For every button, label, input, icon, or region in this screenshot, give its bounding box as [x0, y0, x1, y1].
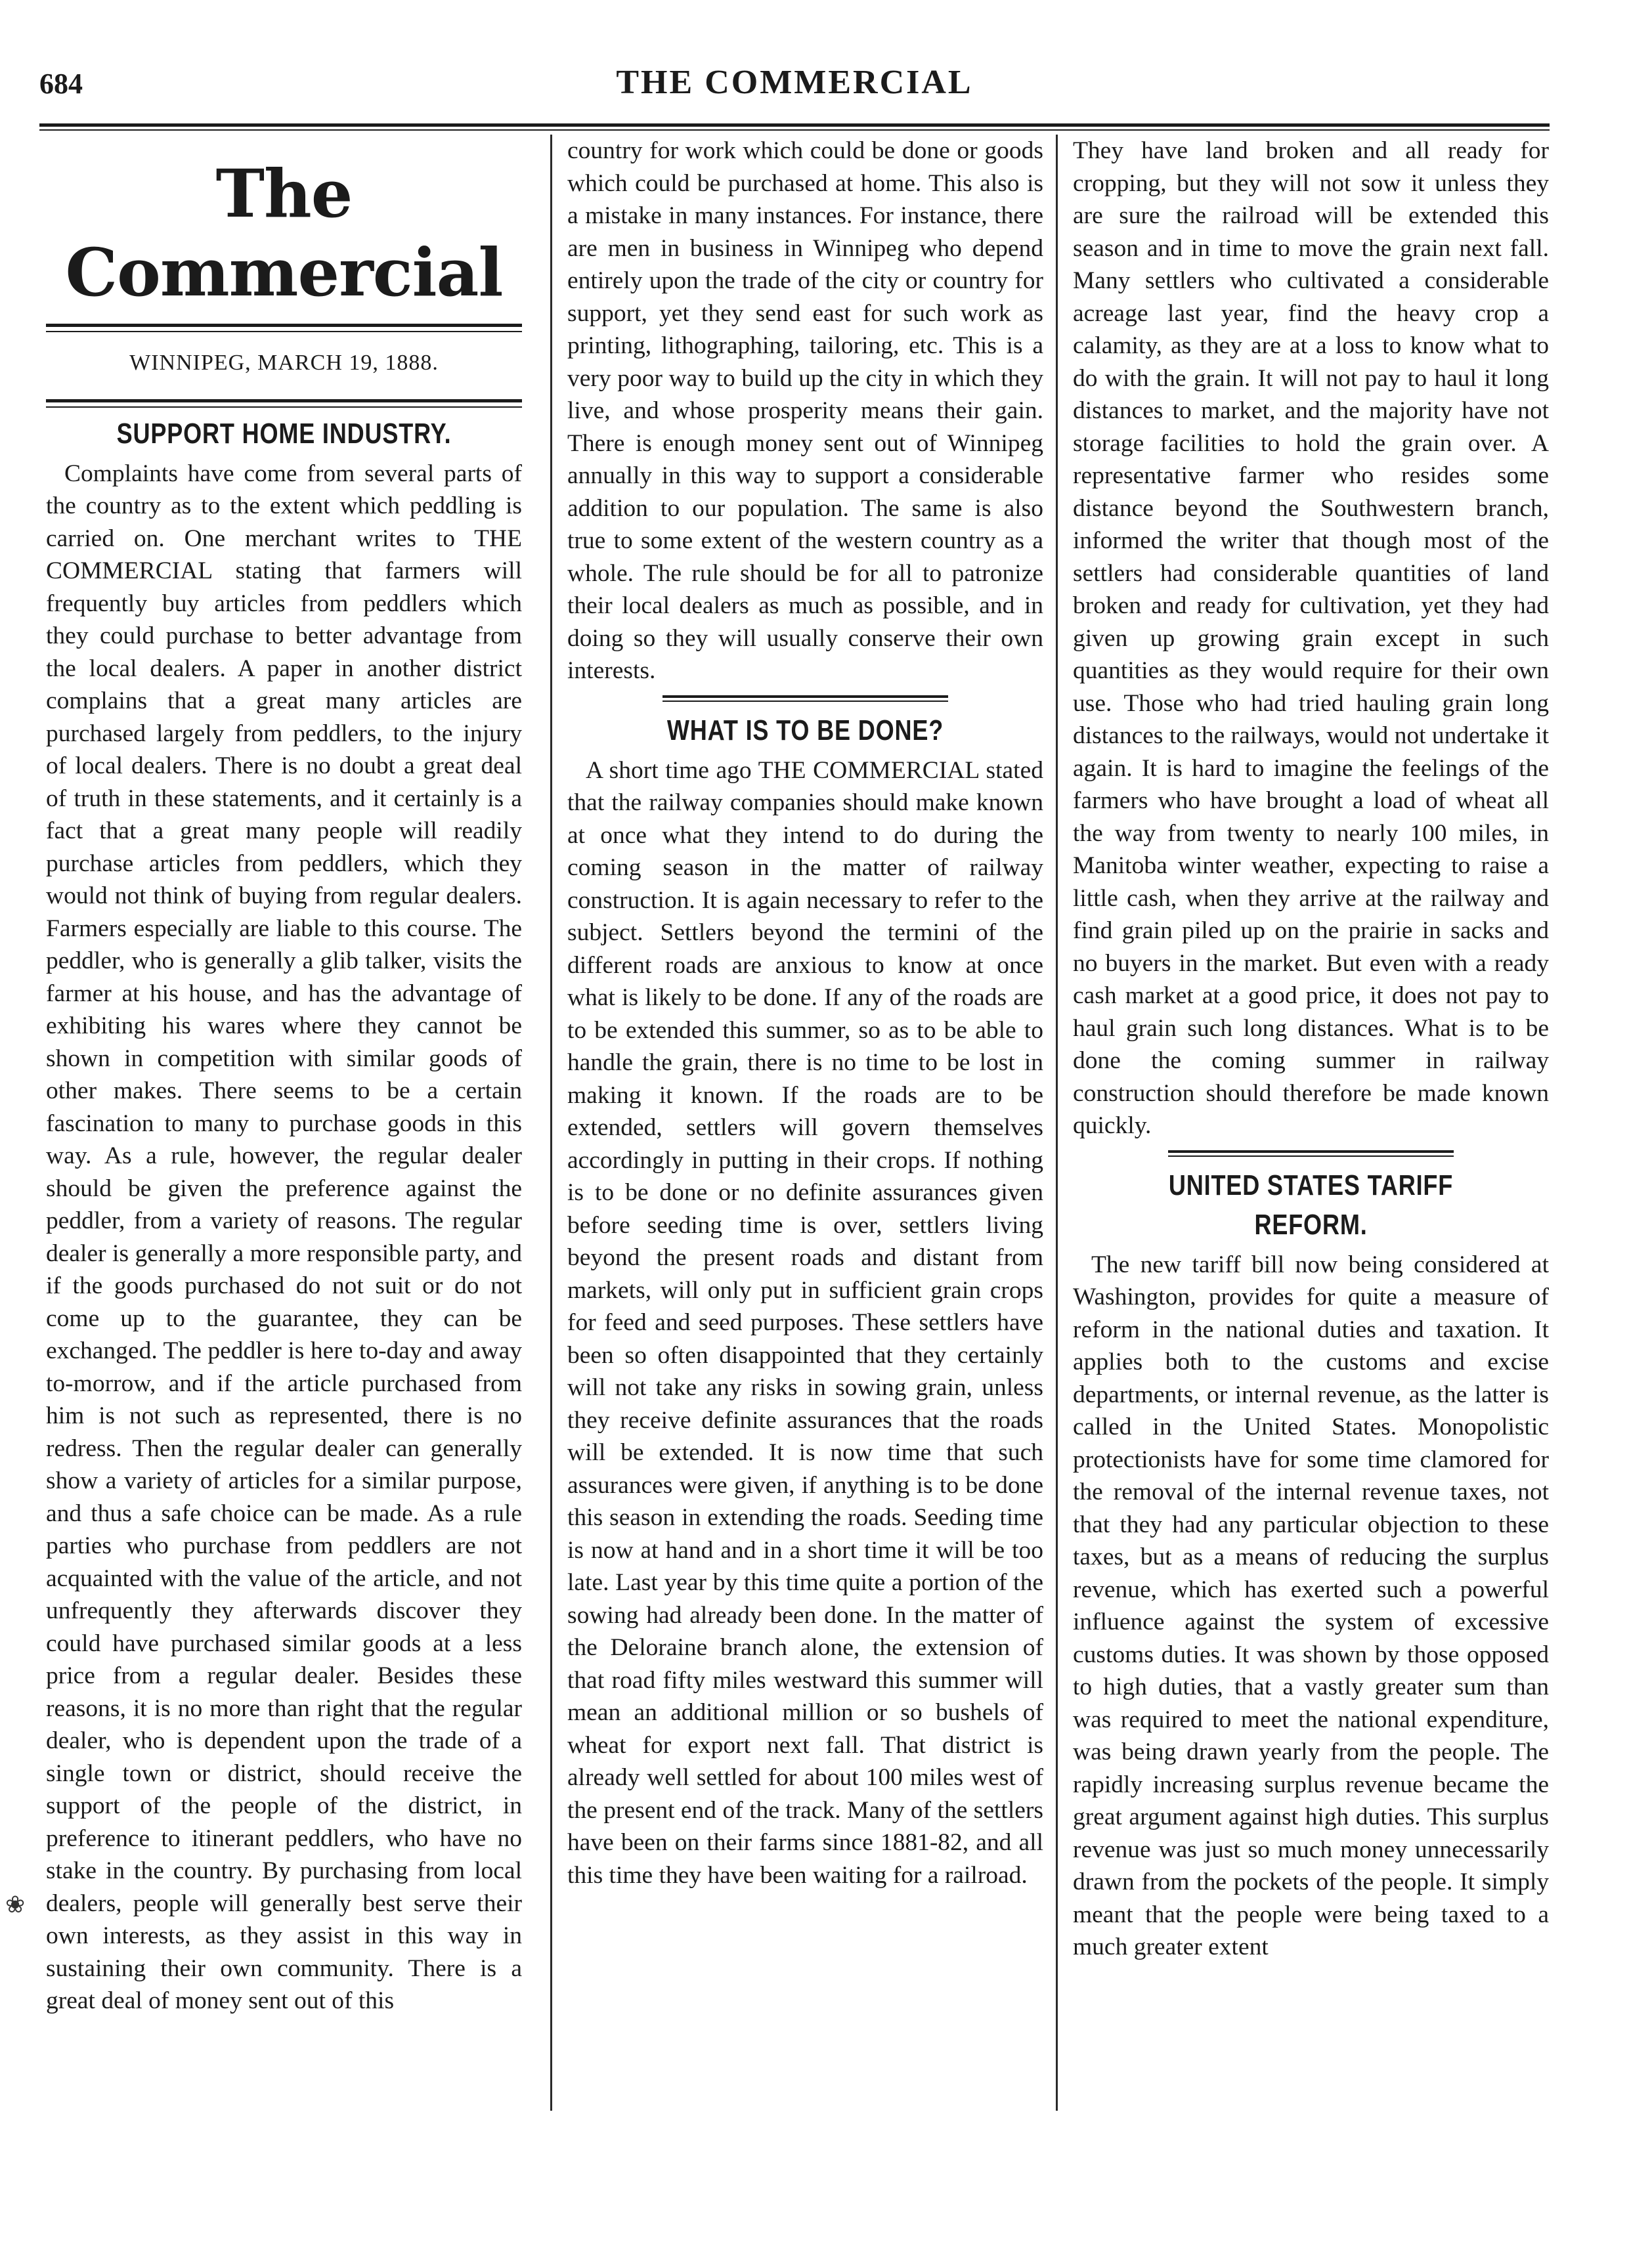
page-header	[39, 64, 1550, 119]
column-3	[1073, 135, 1549, 1964]
page-number: 684	[39, 68, 83, 100]
headline-what-is-to-be-done: WHAT IS TO BE DONE?	[666, 714, 944, 746]
section-rule	[663, 695, 948, 702]
dateline: WINNIPEG, MARCH 19, 1888.	[129, 351, 439, 375]
article-support-paragraph-1: Complaints have come from several parts of the country as to the extent which peddling is carried on. One merchant writes to THE COMMERCIAL stating that farmers will frequently buy articles from peddlers which they could purchase to better advantage from the local dealers. A paper in another district complains that a great many articles are purchased largely from peddlers, to the injury of local dealers. There is no doubt a great deal of truth in these statements, and it certainly is a fact that a great many people will readily purchase articles from peddlers, which they would not think of buying from regular dealers. Farmers especially are liable to this course. The peddler, who is generally a glib talker, visits the farmer at his house, and has the advantage of exhibiting his wares where they cannot be shown in competition with similar goods of other makes. There seems to be a certain fascination to many to purchase goods in this way. As a rule, however, the regular dealer should be given the preference against the peddler, from a variety of reasons. The regular dealer is generally a more responsible party, and if the goods purchased do not suit or do not come up to the guarantee, they can be exchanged. The peddler is here to-day and away to-morrow, and if the article purchased from him is not such as represented, there is no redress. Then the regular dealer can generally show a variety of articles for a similar purpose, and thus a safe choice can be made. As a rule parties who purchase from peddlers are not acquainted with the value of the article, and not unfrequently they afterwards discover they could have purchased similar goods at a less price from a regular dealer. Besides these reasons, it is no more than right that the regular dealer, who is dependent upon the trade of a single town or district, should receive the support of the people of the district, in preference to itinerant peddlers, who have no stake in the country. By purchasing from local dealers, people will generally best serve their own interests, as they assist in this way in sustaining their own community. There is a great deal of money sent out of this	[46, 460, 522, 2014]
column-1	[46, 135, 522, 2017]
headline-united-states-tariff-reform: UNITED STATES TARIFF REFORM.	[1168, 1169, 1454, 1241]
article-tariff-paragraph-1: The new tariff bill now being considered at Washington, provides for quite a measure of reform in the national duties and taxation. It applies both to the customs and excise departments, or internal revenue, as the latter is called in the United States. Monopolistic protectionists have for some time clamored for the removal of the internal revenue taxes, not that they had any particular objection to these taxes, but as a means of reducing the surplus revenue, which has exerted such a powerful influence against the system of excessive customs duties. It was shown by those opposed to high duties, that a vastly greater sum than was required to meet the national expenditure, was being drawn yearly from the people. The rapidly increasing surplus revenue became the great argument against high duties. This surplus revenue was just so much money unnecessarily drawn from the pockets of the people. It simply meant that the people were being taxed to a much greater extent	[1073, 1251, 1549, 1960]
dateline-rule	[46, 399, 522, 408]
article-what-paragraph-1: A short time ago THE COMMERCIAL stated that the railway companies should make known at once what they intend to do during the coming season in the matter of railway construction. It is again necessary to refer to the subject. Settlers beyond the termini of the different roads are anxious to know at once what is likely to be done. If any of the roads are to be extended this summer, so as to be able to handle the grain, there is no time to be lost in making it known. If the roads are to be extended, settlers will govern themselves accordingly in putting in their crops. If nothing is to be done or no definite assurances given before seeding time is over, settlers living beyond the present roads and distant from markets, will only put in sufficient grain crops for feed and seed purposes. These settlers have been so often disappointed that they certainly will not take any risks in sowing grain, unless they receive definite assurances that the roads will be extended. It is now time that such assurances were given, if anything is to be done this season in extending the roads. Seeding time is now at hand and in a short time it will be too late. Last year by this time quite a portion of the sowing had already been done. In the matter of the Deloraine branch alone, the extension of that road fifty miles westward this summer will mean an additional million or so bushels of wheat for export next fall. That district is already well settled for about 100 miles west of the present end of the track. Many of the settlers have been on their farms since 1881-82, and all this time they have been waiting for a railroad.	[567, 756, 1043, 1889]
column-rule-1	[550, 135, 552, 2111]
margin-ornament-icon: ❀	[5, 1891, 26, 1918]
column-2	[567, 135, 1043, 1891]
column-rule-2	[1056, 135, 1058, 2111]
header-rule-top	[39, 123, 1550, 127]
masthead-rule	[46, 324, 522, 332]
running-head: THE COMMERCIAL	[616, 64, 973, 101]
article-support-paragraph-2: country for work which could be done or goods which could be purchased at home. This also is a mistake in many instances. For instance, there are men in business in Winnipeg who depend entirely upon the trade of the city or country for support, yet they send east for such work as printing, lithographing, tailoring, etc. This is a very poor way to build up the city in which they live, and whose prosperity means their gain. There is enough money sent out of Winnipeg annually in this way to support a considerable addition to our population. The same is also true to some extent of the western country as a whole. The rule should be for all to patronize their local dealers as much as possible, and in doing so they will usually conserve their own interests.	[567, 137, 1043, 684]
header-rule-bottom	[39, 129, 1550, 131]
headline-support-home-industry: SUPPORT HOME INDUSTRY.	[116, 417, 452, 450]
article-what-paragraph-2: They have land broken and all ready for cropping, but they will not sow it unless they are sure the railroad will be extended this season and in time to move the grain next fall. Many settlers who cultivated a considerable acreage last year, find the heavy crop a calamity, as they are at a loss to know what to do with the grain. It will not pay to haul it long distances to market, and the majority have not storage facilities to hold the grain over. A representative farmer who resides some distance beyond the Southwestern branch, informed the writer that though most of the settlers had considerable quantities of land broken and ready for cultivation, yet they had given up growing grain except in such quantities as they would require for their own use. Those who had tried hauling grain long distances to the railways, would not undertake it again. It is hard to imagine the feelings of the farmers who have brought a load of wheat all the way from twenty to nearly 100 miles, in Manitoba winter weather, expecting to raise a little cash, when they arrive at the railway and find grain piled up on the prairie in sacks and no buyers in the market. But even with a ready cash market at a good price, it does not pay to haul grain such long distances. What is to be done the coming summer in railway construction should therefore be made known quickly.	[1073, 137, 1549, 1139]
masthead-title: The Commercial	[65, 155, 503, 311]
section-rule	[1168, 1150, 1454, 1157]
